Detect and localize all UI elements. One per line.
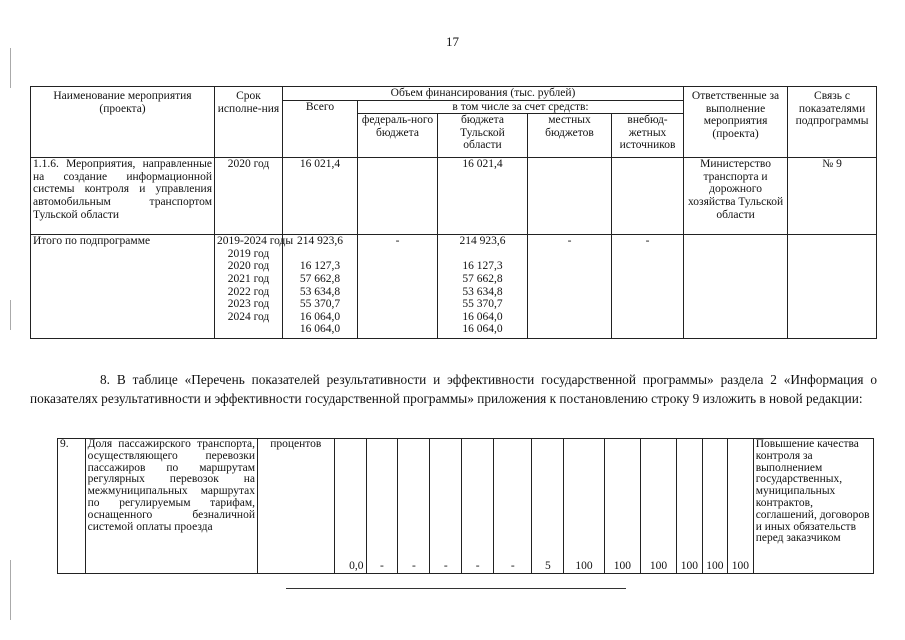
header-local: местных бюджетов [528,114,612,158]
value-cell: - [398,439,430,574]
row2-total: 214 923,6 16 127,3 57 662,8 53 634,8 55 370,7 16 064,0 16 064,0 [297,235,343,336]
row2-extra: - [612,235,684,339]
value-cell: 0,0 [334,439,366,574]
header-funding: Объем финансирования (тыс. рублей) [283,87,684,101]
table-row [31,158,877,235]
table-row [31,235,877,339]
indicator-unit: процентов [258,439,335,574]
table-row [58,439,874,574]
row1-local [528,158,612,235]
header-federal: федераль-ного бюджета [358,114,438,158]
row1-total: 16 021,4 [283,158,358,235]
indicator-note: Повышение качества контроля за выполнением государственных, муниципальных контрактов, соглашений, договоров и иных обязательств перед заказчиком [753,439,873,574]
subprogram-activities-table [30,86,877,339]
value-cell: - [494,439,532,574]
header-term: Срок исполне-ния [215,87,283,158]
row2-tula: 214 923,6 16 127,3 57 662,8 53 634,8 55 370,7 16 064,0 16 064,0 [459,235,506,336]
scan-margin-mark [10,560,11,620]
row2-name: Итого по подпрограмме [31,235,215,339]
row2-federal: - [358,235,438,339]
value-cell: - [462,439,494,574]
bottom-divider [286,588,626,589]
value-cell: 100 [728,439,754,574]
row1-federal [358,158,438,235]
value-cell: - [430,439,462,574]
value-cell: 100 [677,439,703,574]
scan-margin-mark [10,300,11,330]
row1-responsible: Министерство транспорта и дорожного хозяйства Тульской области [684,158,788,235]
header-name: Наименование мероприятия (проекта) [31,87,215,158]
row1-term: 2020 год [215,158,283,235]
value-cell: 5 [532,439,564,574]
row2-responsible [684,235,788,339]
indicator-row-table [57,438,874,574]
page-number: 17 [446,34,459,49]
row2-term: 2019-2024 годы 2019 год 2020 год 2021 год 2022 год 2023 год 2024 год [217,235,294,323]
header-link: Связь с показателями подпрограммы [788,87,877,158]
value-cell: 100 [702,439,728,574]
value-cell: - [366,439,398,574]
header-extra: внебюд-жетных источников [612,114,684,158]
row1-extra [612,158,684,235]
value-cell: 100 [640,439,676,574]
row2-link [788,235,877,339]
value-cell: 100 [604,439,640,574]
header-total: Всего [283,100,358,158]
row1-tula: 16 021,4 [438,158,528,235]
row1-link: № 9 [788,158,877,235]
indicator-name: Доля пассажирского транспорта, осуществляющего перевозки пассажиров по маршрутам регулярных перевозок на межмуниципальных маршрутах по регулируемым тарифам, оснащенного безналичной системой оплаты проезда [85,439,257,574]
row-number: 9. [58,439,86,574]
scan-margin-mark [10,48,11,88]
paragraph-text: 8. В таблице «Перечень показателей результативности и эффективности государственной программы» раздела 2 «Информация о показателях результативности и эффективности государственной программы» приложения к постановлению строку 9 изложить в новой редакции: [30,372,877,406]
header-responsible: Ответственные за выполнение мероприятия (проекта) [684,87,788,158]
row2-local: - [528,235,612,339]
row1-name: 1.1.6. Мероприятия, направленные на создание информационной системы контроля и управления автомобильным транспортом Тульской области [31,158,215,235]
header-including: в том числе за счет средств: [358,100,684,114]
header-tula: бюджета Тульской области [438,114,528,158]
value-cell: 100 [564,439,604,574]
